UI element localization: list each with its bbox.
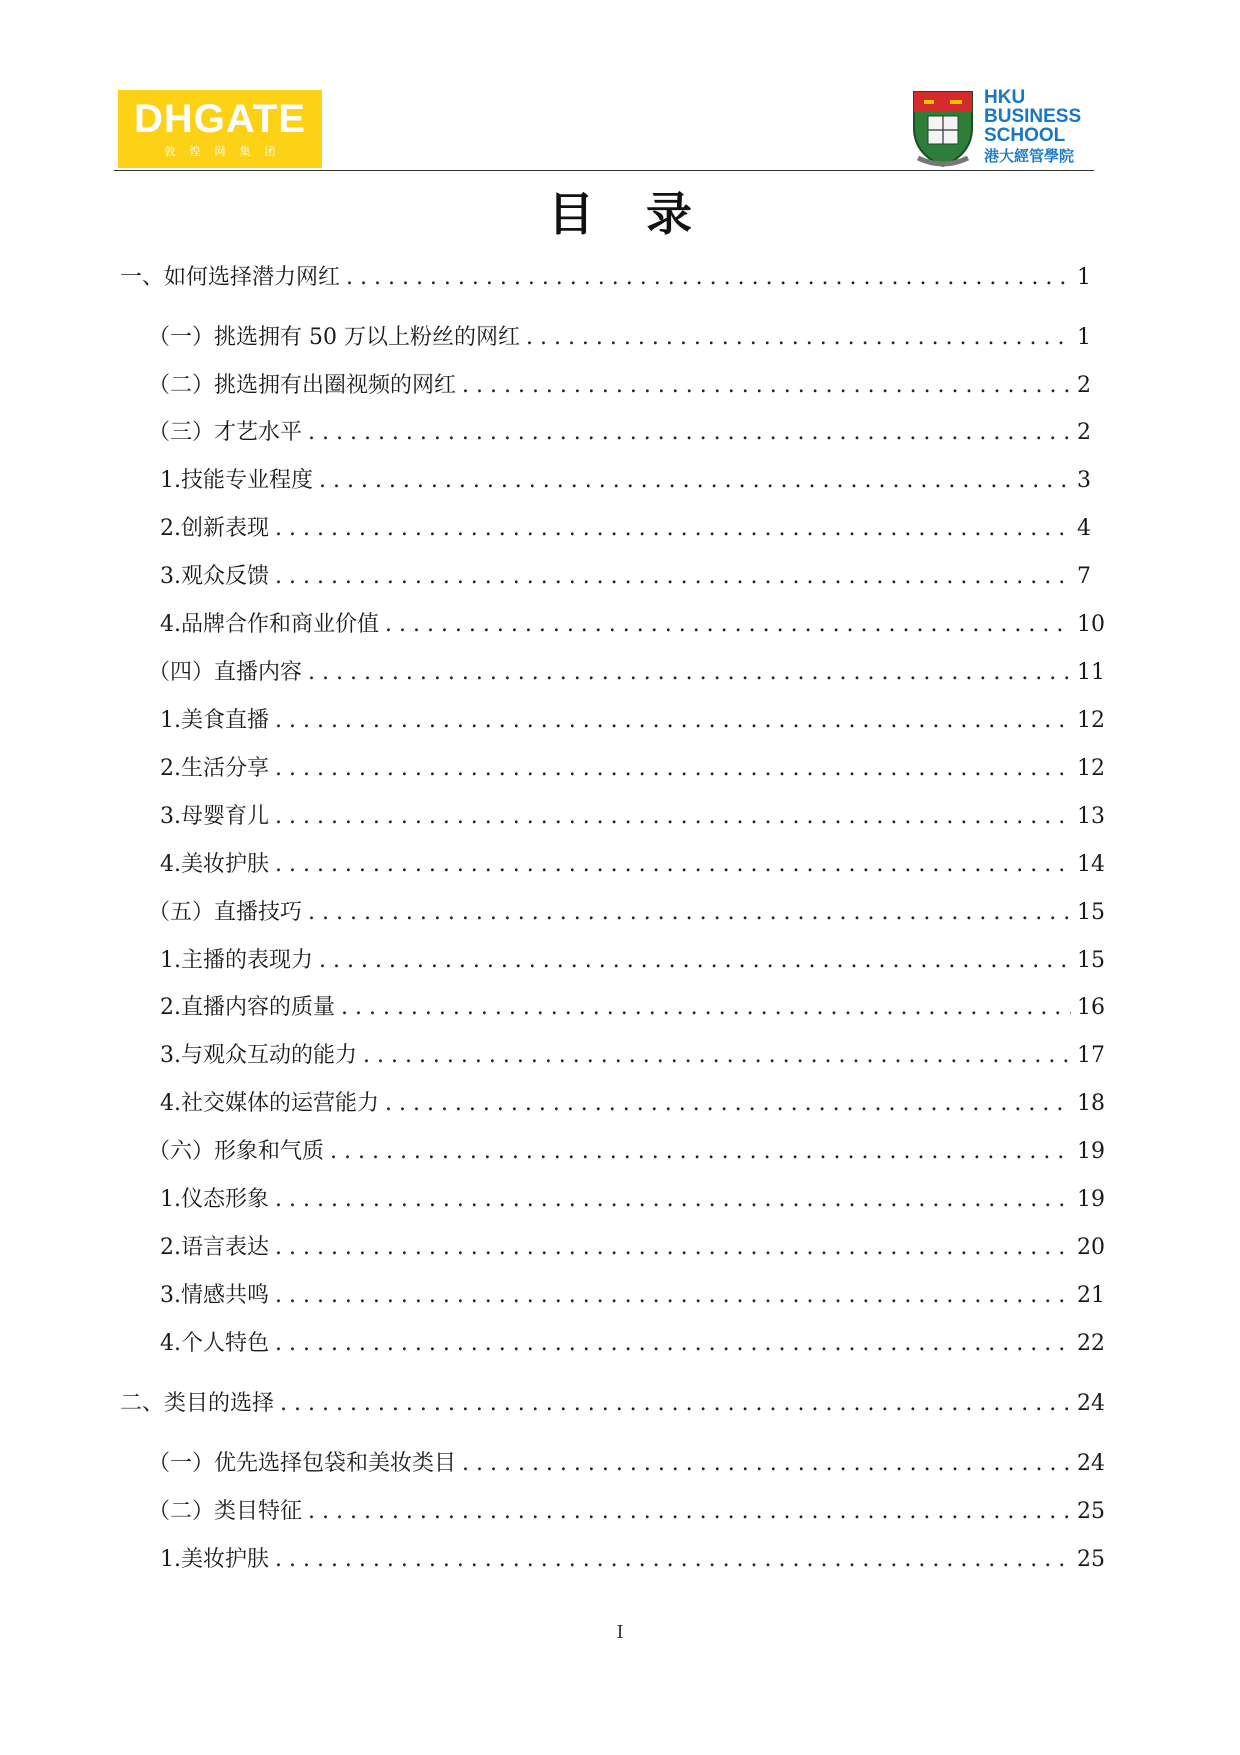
toc-entry-page: 19 (1077, 1187, 1105, 1212)
toc-entry-page: 14 (1077, 852, 1105, 877)
toc-leader-dots (275, 753, 1071, 785)
hku-logo-line-2: BUSINESS (984, 106, 1082, 127)
toc-leader-dots (275, 1544, 1071, 1576)
toc-leader-dots (319, 945, 1071, 977)
hku-logo-line-1: HKU (984, 87, 1026, 108)
toc-entry-page: 17 (1077, 1043, 1105, 1068)
toc-leader-dots (280, 1388, 1071, 1420)
toc-leader-dots (275, 1232, 1071, 1264)
hku-logo-cn: 港大經管學院 (984, 147, 1075, 165)
toc-entry-page: 3 (1077, 468, 1091, 493)
toc-entry[interactable] (160, 705, 1105, 737)
toc-entry-page: 1 (1077, 265, 1091, 290)
toc-entry-title: 2.生活分享 (160, 756, 269, 781)
toc-leader-dots (462, 1448, 1071, 1480)
toc-entry-page: 15 (1077, 900, 1105, 925)
toc-entry[interactable] (160, 992, 1105, 1024)
toc-leader-dots (308, 1496, 1071, 1528)
toc-entry-title: 3.母婴育儿 (160, 804, 269, 829)
toc-entry-page: 2 (1077, 420, 1091, 445)
toc-entry[interactable] (148, 1136, 1105, 1168)
toc-entry-page: 13 (1077, 804, 1105, 829)
toc-leader-dots (385, 1088, 1071, 1120)
toc-entry-title: （二）挑选拥有出圈视频的网红 (148, 373, 457, 398)
toc-entry-title: （五）直播技巧 (148, 900, 303, 925)
toc-entry[interactable] (148, 370, 1089, 402)
toc-entry[interactable] (148, 1448, 1105, 1480)
toc-leader-dots (275, 561, 1071, 593)
toc-entry[interactable] (160, 465, 1089, 497)
toc-entry-title: 1.美妆护肤 (160, 1547, 269, 1572)
toc-entry-title: 一、如何选择潜力网红 (120, 265, 341, 290)
toc-entry-page: 22 (1077, 1331, 1105, 1356)
toc-entry-page: 18 (1077, 1091, 1105, 1116)
toc-entry-page: 1 (1077, 325, 1091, 350)
toc-entry-page: 12 (1077, 708, 1105, 733)
toc-leader-dots (363, 1040, 1071, 1072)
toc-leader-dots (341, 992, 1071, 1024)
toc-entry[interactable] (148, 657, 1105, 689)
page-header (114, 88, 1094, 172)
toc-leader-dots (275, 513, 1071, 545)
toc-entry-title: 3.观众反馈 (160, 564, 269, 589)
hku-logo-line-3: SCHOOL (984, 125, 1066, 146)
toc-entry[interactable] (160, 753, 1105, 785)
toc-entry[interactable] (160, 849, 1105, 881)
header-divider (114, 170, 1094, 171)
toc-entry-title: 4.品牌合作和商业价值 (160, 612, 379, 637)
toc-entry[interactable] (120, 1388, 1105, 1420)
toc-entry-page: 12 (1077, 756, 1105, 781)
toc-entry-title: 3.情感共鸣 (160, 1283, 269, 1308)
toc-entry[interactable] (160, 1040, 1105, 1072)
dhgate-logo (118, 90, 322, 168)
toc-leader-dots (346, 262, 1071, 294)
hku-business-school-logo (984, 88, 1081, 166)
toc-leader-dots (275, 705, 1071, 737)
toc-entry[interactable] (160, 609, 1105, 641)
toc-entry-title: 1.美食直播 (160, 708, 269, 733)
toc-leader-dots (319, 465, 1071, 497)
toc-leader-dots (275, 1280, 1071, 1312)
toc-entry[interactable] (160, 1184, 1105, 1216)
toc-entry-title: 1.主播的表现力 (160, 948, 313, 973)
toc-leader-dots (275, 849, 1071, 881)
toc-entry-title: （一）优先选择包袋和美妆类目 (148, 1451, 457, 1476)
toc-entry-title: 3.与观众互动的能力 (160, 1043, 357, 1068)
toc-entry-title: 2.创新表现 (160, 516, 269, 541)
toc-entry-page: 15 (1077, 948, 1105, 973)
toc-leader-dots (275, 801, 1071, 833)
toc-entry[interactable] (160, 801, 1105, 833)
toc-entry-page: 21 (1077, 1283, 1105, 1308)
toc-leader-dots (526, 322, 1071, 354)
toc-entry-page: 25 (1077, 1547, 1105, 1572)
toc-entry-page: 20 (1077, 1235, 1105, 1260)
toc-entry-page: 2 (1077, 373, 1091, 398)
toc-leader-dots (275, 1328, 1071, 1360)
toc-entry-title: 二、类目的选择 (120, 1391, 275, 1416)
toc-entry-title: （四）直播内容 (148, 660, 303, 685)
toc-entry[interactable] (160, 1232, 1105, 1264)
toc-entry-title: 1.技能专业程度 (160, 468, 313, 493)
toc-entry[interactable] (148, 322, 1089, 354)
toc-entry-page: 24 (1077, 1391, 1105, 1416)
toc-leader-dots (308, 657, 1071, 689)
toc-leader-dots (275, 1184, 1071, 1216)
dhgate-logo-text: DHGATE (134, 97, 306, 141)
toc-entry-page: 16 (1077, 995, 1105, 1020)
toc-entry-title: （二）类目特征 (148, 1499, 303, 1524)
toc-entry-page: 24 (1077, 1451, 1105, 1476)
toc-entry[interactable] (160, 1328, 1105, 1360)
toc-entry-page: 25 (1077, 1499, 1105, 1524)
toc-entry-page: 19 (1077, 1139, 1105, 1164)
toc-entry-title: 4.社交媒体的运营能力 (160, 1091, 379, 1116)
toc-leader-dots (308, 417, 1071, 449)
dhgate-logo-subtext: 敦煌网集团 (164, 145, 290, 158)
toc-entry-title: 4.个人特色 (160, 1331, 269, 1356)
toc-entry-page: 10 (1077, 612, 1105, 637)
toc-leader-dots (462, 370, 1071, 402)
toc-entry[interactable] (160, 1544, 1105, 1576)
toc-entry[interactable] (148, 897, 1105, 929)
toc-leader-dots (330, 1136, 1071, 1168)
toc-entry[interactable] (148, 417, 1089, 449)
hku-crest-icon (910, 88, 976, 168)
toc-entry-title: 2.直播内容的质量 (160, 995, 335, 1020)
toc-entry-title: 2.语言表达 (160, 1235, 269, 1260)
toc-entry-title: 4.美妆护肤 (160, 852, 269, 877)
toc-entry[interactable] (160, 945, 1105, 977)
toc-entry-page: 7 (1077, 564, 1091, 589)
page-title: 目录 (548, 187, 744, 241)
toc-entry-page: 11 (1077, 660, 1105, 685)
toc-entry[interactable] (160, 561, 1089, 593)
toc-leader-dots (385, 609, 1071, 641)
toc-entry[interactable] (160, 513, 1089, 545)
toc-entry-title: （六）形象和气质 (148, 1139, 325, 1164)
toc-entry-title: （一）挑选拥有 50 万以上粉丝的网红 (148, 325, 520, 350)
page-number: I (616, 1622, 624, 1643)
toc-leader-dots (308, 897, 1071, 929)
toc-entry-title: 1.仪态形象 (160, 1187, 269, 1212)
toc-entry-page: 4 (1077, 516, 1091, 541)
toc-entry[interactable] (160, 1088, 1105, 1120)
toc-entry-title: （三）才艺水平 (148, 420, 303, 445)
toc-entry[interactable] (120, 262, 1089, 294)
toc-entry[interactable] (148, 1496, 1105, 1528)
toc-entry[interactable] (160, 1280, 1105, 1312)
